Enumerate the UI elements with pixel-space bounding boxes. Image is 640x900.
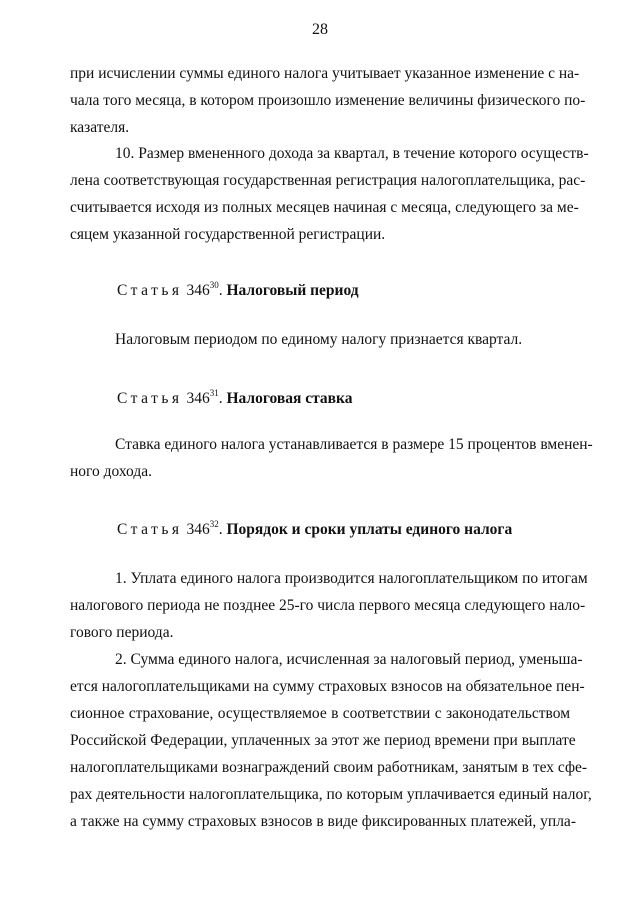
text-line: считывается исходя из полных месяцев начиная с месяца, следующего за ме- (70, 199, 579, 216)
paragraph-10 (70, 140, 589, 248)
article-superscript: 31 (209, 388, 219, 398)
text-line: сяцем указанной государственной регистрации. (70, 226, 386, 243)
article-dot: . (218, 390, 223, 407)
article-32-paragraph-1 (70, 565, 588, 646)
article-number: 346 (186, 521, 210, 538)
article-title: Налоговый период (226, 282, 359, 299)
text-line: 10. Размер вмененного дохода за квартал, в течение которого осуществ- (115, 145, 589, 162)
article-heading-346-30 (117, 274, 359, 302)
text-line: казателя. (70, 119, 130, 136)
text-line: при исчислении суммы единого налога учитывает указанное изменение с на- (70, 65, 580, 82)
text-line: а также на сумму страховых взносов в виде фиксированных платежей, упла- (70, 813, 576, 830)
text-line: чала того месяца, в котором произошло изменение величины физического по- (70, 92, 586, 109)
article-word: Статья (117, 390, 183, 407)
article-superscript: 32 (209, 519, 219, 529)
text-line: Налоговым периодом по единому налогу признается квартал. (115, 331, 523, 348)
article-number: 346 (186, 282, 210, 299)
text-line: ется налогоплательщиками на сумму страховых взносов на обязательное пен- (70, 678, 585, 695)
article-32-paragraph-2 (70, 646, 592, 835)
article-heading-346-32 (117, 513, 512, 541)
text-line: ного дохода. (70, 463, 152, 480)
paragraph-continuation (70, 60, 586, 141)
article-dot: . (218, 282, 223, 299)
article-title: Налоговая ставка (226, 390, 353, 407)
text-line: 1. Уплата единого налога производится налогоплательщиком по итогам (115, 570, 588, 587)
text-line: налогоплательщиками вознаграждений своим работникам, занятым в тех сфе- (70, 759, 588, 776)
text-line: лена соответствующая государственная регистрация налогоплательщика, рас- (70, 172, 586, 189)
article-heading-346-31 (117, 382, 352, 410)
article-31-text (70, 431, 593, 485)
text-line: сионное страхование, осуществляемое в соответствии с законодательством (70, 705, 570, 722)
article-30-text (70, 326, 570, 353)
article-title: Порядок и сроки уплаты единого налога (226, 521, 513, 538)
text-line: Ставка единого налога устанавливается в размере 15 процентов вменен- (115, 436, 593, 453)
article-superscript: 30 (209, 280, 219, 290)
article-number: 346 (186, 390, 210, 407)
article-dot: . (218, 521, 223, 538)
article-word: Статья (117, 521, 183, 538)
text-line: Российской Федерации, уплаченных за этот же период времени при выплате (70, 732, 576, 749)
article-word: Статья (117, 282, 183, 299)
text-line: 2. Сумма единого налога, исчисленная за налоговый период, уменьша- (115, 651, 583, 668)
text-line: рах деятельности налогоплательщика, по которым уплачивается единый налог, (70, 786, 592, 803)
text-line: налогового периода не позднее 25-го числа первого месяца следующего нало- (70, 597, 586, 614)
text-line: гового периода. (70, 624, 174, 641)
page-number: 28 (312, 21, 328, 38)
